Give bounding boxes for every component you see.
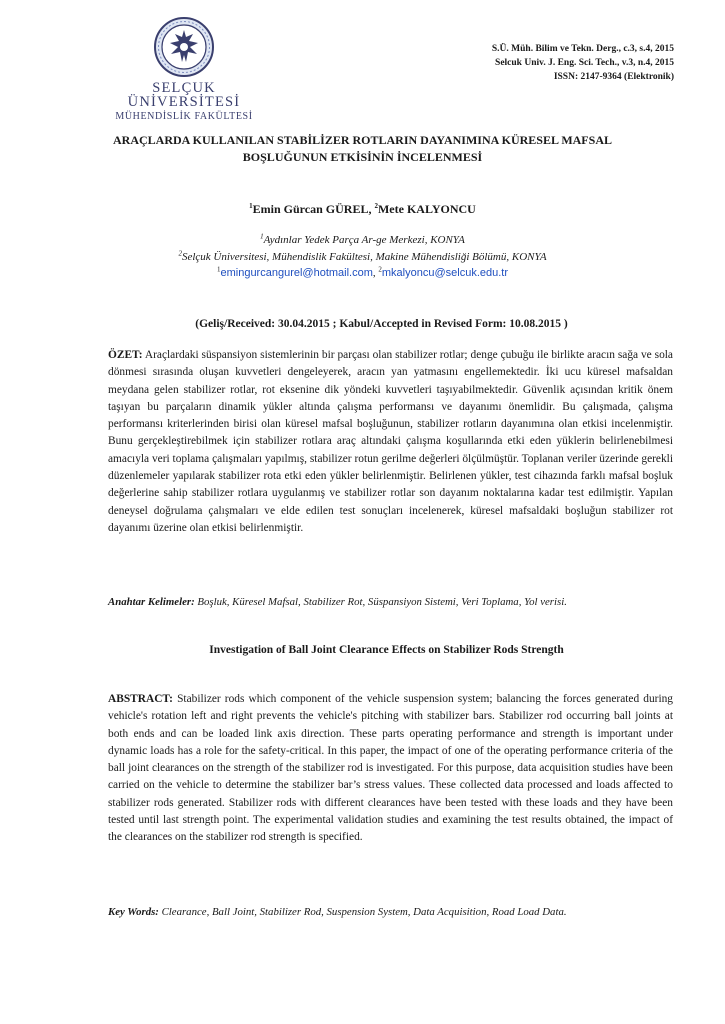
- affiliation-1-sup: 1: [260, 232, 264, 241]
- affiliation-2: [0, 251, 725, 263]
- abstract-label: ABSTRACT:: [108, 693, 173, 705]
- email-list: [0, 267, 725, 279]
- keywords-label: Key Words:: [108, 906, 159, 918]
- key-words: [108, 906, 673, 918]
- affiliation-2-text: Selçuk Üniversitesi, Mühendislik Fakültesi, Makine Mühendisliği Bölümü, KONYA: [181, 251, 547, 263]
- received-accepted-dates: (Geliş/Received: 30.04.2015 ; Kabul/Accepted in Revised Form: 10.08.2015 ): [195, 318, 568, 330]
- university-seal-icon: [153, 16, 215, 78]
- author-list: [0, 202, 725, 217]
- journal-line-tr: S.Ü. Müh. Bilim ve Tekn. Derg., c.3, s.4, 2015: [491, 44, 674, 54]
- ozet-label: ÖZET:: [108, 349, 143, 361]
- author1-name: Emin Gürcan GÜREL,: [252, 202, 375, 216]
- author1-sup: 1: [249, 202, 253, 210]
- email-separator: ,: [372, 267, 379, 279]
- author2-name: Mete KALYONCU: [377, 202, 476, 216]
- keywords-text: Clearance, Ball Joint, Stabilizer Rod, Suspension System, Data Acquisition, Road Load Data.: [158, 906, 567, 918]
- journal-issn: ISSN: 2147-9364 (Elektronik): [553, 72, 674, 82]
- author2-sup: 2: [374, 202, 378, 210]
- anahtar-text: Boşluk, Küresel Mafsal, Stabilizer Rot, Süspansiyon Sistemi, Veri Toplama, Yol verisi.: [194, 596, 567, 608]
- faculty-name: MÜHENDİSLİK FAKÜLTESİ: [115, 111, 253, 122]
- abstract-paragraph: [108, 691, 673, 847]
- anahtar-kelimeler: [108, 596, 673, 608]
- journal-line-en: Selcuk Univ. J. Eng. Sci. Tech., v.3, n.4, 2015: [495, 58, 674, 68]
- university-name-line2: ÜNİVERSİTESİ: [127, 94, 241, 110]
- abstract-text: Stabilizer rods which component of the vehicle suspension system; balancing the forces generated during vehicle's rotation left and right prevents the vehicle's pitching with stabilizer bars. Stabilizer rod occurring ball joints at both ends and can be loaded link axis direction. These parts operating performance and strength is important under dynamic loads has a role for the safety-critical. In this paper, the impact of one of the operating performance criteria of the ball joint clearances on the strength of the stabilizer rod is investigated. For this purpose, data acquisition studies have been carried on the vehicle to determine the stabilizer bar’s stress values. These collected data processed and loads affected to stabilizer rods generated. Stabilizer rods with different clearances have been tested with these loads and they have been tested until last strength point. The experimental validation studies and examining the test results obtained, the impact of the clearances on the stabilizer rod strength is specified.: [108, 693, 673, 844]
- ozet-paragraph: [108, 347, 673, 537]
- affiliation-1-text: Aydınlar Yedek Parça Ar-ge Merkezi, KONYA: [263, 234, 465, 246]
- email-link-2[interactable]: mkalyoncu@selcuk.edu.tr: [381, 267, 508, 279]
- anahtar-label: Anahtar Kelimeler:: [108, 596, 195, 608]
- affiliation-1: [0, 234, 725, 246]
- ozet-text: Araçlardaki süspansiyon sistemlerinin bir parçası olan stabilizer rotlar; denge çubuğu ile birlikte aracın sağa ve sola dönmesi sırasında oluşan kuvvetleri dengeleyerek, aracın yan yatmasını engellemektedir. İki ucu küresel mafsaldan meydana gelen stabilizer rotlar, rot eksenine dik yöndeki kuvvetleri taşıyabilmektedir. Güvenlik açısından kritik önem taşıyan bu parçaların dinamik yükler altında çalışma performansı ve dayanımı önemlidir. Bu çalışmada, çalışma performansı kriterlerinden birisi olan küresel mafsal boşluğunun, stabilizer rotların dayanımına olan etkisi incelenmiştir. Bunu gerçekleştirebilmek için stabilizer rotlara araç altındaki çalışma koşullarında etki eden yüklerin belirlenebilmesi amacıyla veri toplama çalışmaları yapılmış, stabilizer rotun gerilme değerleri ölçülmüştür. Toplanan veriler üzerinde gerekli düzenlemeler yapılarak stabilizer rota etki eden yükler belirlenmiştir. Belirlenen yükler, test cihazında farklı mafsal boşluk değerlerine sahip stabilizer rotlara uygulanmış ve stabilizer rotlar son dayanım noktalarına kadar test edilmiştir. Yapılan deneysel doğrulama çalışmaları ve elde edilen test sonuçları incelenerek, küresel mafsaldaki boşluğun stabilizer rot dayanımı üzerine olan etkisi belirlenmiştir.: [108, 349, 673, 534]
- journal-info: [492, 42, 674, 84]
- email2-sup: 2: [378, 265, 382, 274]
- paper-title-line2: BOŞLUĞUNUN ETKİSİNİN İNCELENMESİ: [242, 150, 483, 164]
- university-name: [104, 81, 264, 109]
- affiliation-2-sup: 2: [178, 249, 182, 258]
- university-logo: [104, 16, 264, 122]
- paper-title: [0, 132, 725, 166]
- university-name-line1: SELÇUK: [152, 80, 216, 96]
- paper-title-line1: ARAÇLARDA KULLANILAN STABİLİZER ROTLARIN DAYANIMINA KÜRESEL MAFSAL: [113, 133, 612, 147]
- email-link-1[interactable]: emingurcangurel@hotmail.com: [220, 267, 373, 279]
- english-title: Investigation of Ball Joint Clearance Effects on Stabilizer Rods Strength: [209, 644, 564, 656]
- email1-sup: 1: [216, 265, 221, 274]
